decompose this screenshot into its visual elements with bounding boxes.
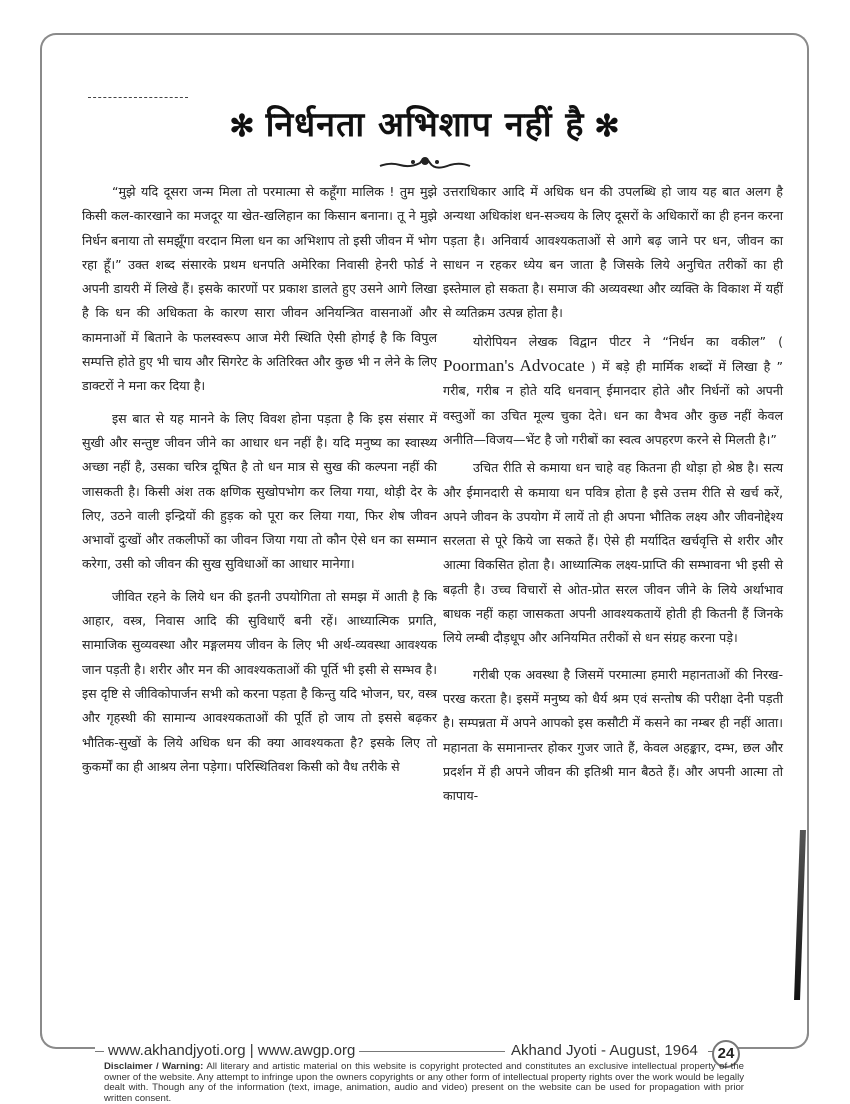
left-column: [82, 180, 437, 779]
paragraph-text: ) में बड़े ही मार्मिक शब्दों में लिखा है ” गरीब, गरीब न होते यदि धनवान् ईमानदार होते और निर्धनों को अपनी वस्तुओं का उचित मूल्य चुका देते। धन का वैभव और कुछ नहीं केवल अनीति—विजय—भेंट है जो गरीबों का स्वत्व अपहरण करने से मिलती है।”: [443, 359, 784, 447]
ornament-divider-icon: [375, 153, 475, 171]
right-column: [443, 180, 783, 808]
website-links[interactable]: www.akhandjyoti.org | www.awgp.org: [104, 1042, 359, 1059]
disclaimer: [104, 1062, 744, 1104]
magazine-issue: Akhand Jyoti - August, 1964: [505, 1042, 708, 1059]
page-frame-corner-right: [735, 1030, 809, 1049]
page-number-badge: 24: [712, 1040, 740, 1068]
english-title: Poorman's Advocate: [443, 356, 585, 376]
paragraph: गरीबी एक अवस्था है जिसमें परमात्मा हमारी महानताओं की निरख-परख करता है। इसमें मनुष्य को धैर्य श्रम एवं सन्तोष की परीक्षा देनी पड़ती है। सम्पन्नता में अपने आपको इस कसौटी में कसने का नम्बर ही नहीं आता। महानता के समानान्तर होकर गुजर जाते हैं, केवल अहङ्कार, दम्भ, छल और प्रदर्शन में ही अपने जीवन की इतिश्री मान बैठते हैं। और अपनी आत्मा तो कापाय-: [443, 666, 783, 804]
paragraph: “मुझे यदि दूसरा जन्म मिला तो परमात्मा से कहूँगा मालिक ! तुम मुझे किसी कल-कारखाने का मजदूर या खेत-खलिहान का किसान बनाना। तू ने मुझे निर्धन बनाया तो समझूँगा वरदान मिला धन का अभिशाप तो इसी जीवन में भोग रहा हूँ।” उक्त शब्द संसारके प्रथम धनपति अमेरिका निवासी हेनरी फोर्ड ने अपनी डायरी में लिखे हैं। इसके कारणों पर प्रकाश डालते हुए उसने आगे लिखा है कि धन की अधिकता के कारण सारा जीवन अनियन्त्रित वासनाओं और कामनाओं में बिताने के फलस्वरूप आज मेरी स्थिति ऐसी होगई है कि विपुल सम्पत्ति होते हुए भी चाय और सिगरेट के अतिरिक्त और कुछ भी न लेने के लिए डाक्टरों ने मना कर दिया है।: [82, 184, 437, 394]
paragraph: [443, 330, 783, 452]
asterisk-icon: ✻: [594, 109, 621, 144]
paragraph: उत्तराधिकार आदि में अधिक धन की उपलब्धि हो जाय यह बात अलग है अन्यथा अधिकांश धन-सञ्चय के लिए दूसरों के अधिकारों का ही हनन करना पड़ता है। अनिवार्य आवश्यकताओं से आगे बढ़ जाने पर धन, जीवन का साधन न रहकर ध्येय बन जाता है जिसके लिये अनुचित तरीकों का ही इस्तेमाल हो सकता है। समाज की अव्यवस्था और व्यक्ति के विकाश में यहीं से व्यतिक्रम उत्पन्न होता है।: [443, 184, 783, 321]
article-title: [0, 100, 850, 146]
dashed-rule: [88, 97, 188, 98]
disclaimer-label: Disclaimer / Warning:: [104, 1061, 204, 1072]
asterisk-icon: ✻: [229, 109, 256, 144]
article-title-text: निर्धनता अभिशाप नहीं है: [265, 105, 585, 145]
page-frame-corner-left: [40, 1030, 95, 1049]
paragraph: उचित रीति से कमाया धन चाहे वह कितना ही थोड़ा हो श्रेष्ठ है। सत्य और ईमानदारी से कमाया धन पवित्र होता है इसे उत्तम रीति से खर्च करें, अपने जीवन के उपयोग में लायें तो ही अपना भौतिक लक्ष्य और जीवनोद्देश्य सरलता से पूरे किये जा सकते हैं। ऐसे ही मर्यादित खर्चवृत्ति से शरीर और आत्मा विकसित होता है। आध्यात्मिक लक्ष्य-प्राप्ति की सम्भावना भी इसी से बढ़ती है। उच्च विचारों से ओत-प्रोत सरल जीवन जीने के लिये अर्थाभाव बाधक नहीं कहा जासकता अपनी आवश्यकतायें होती ही कितनी हैं जिनके लिये लम्बी दौड़धूप और अनियमित तरीकों से धन संग्रह करना पड़े।: [443, 460, 783, 646]
paragraph-text: योरोपियन लेखक विद्वान पीटर ने “निर्धन का वकील” (: [473, 333, 783, 349]
paragraph: इस बात से यह मानने के लिए विवश होना पड़ता है कि इस संसार में सुखी और सन्तुष्ट जीवन जीने का आधार धन नहीं है। यदि मनुष्य का स्वास्थ्य अच्छा नहीं है, उसका चरित्र दूषित है तो धन मात्र से सुख की कल्पना नहीं की जासकती है। किसी अंश तक क्षणिक सुखोपभोग कर लिया गया, थोड़ी देर के लिए, उठने वाली इन्द्रियों की हुड़क को पूरा कर लिया गया, फिर शेष जीवन अभावों दुःखों और तकलीफों का जीवन जिया गया तो कौन ऐसे धन का सम्मान करेगा, उसी को जीवन की सुख सुविधाओं का आधार मानेगा।: [82, 410, 437, 572]
disclaimer-text: All literary and artistic material on this website is copyright protected and constitutes an exclusive intellectual property of the owner of the website. Any attempt to infringe upon the owners copyrights or any other form of intellectual property rights over the work would be legally dealt with. Though any of the information (text, image, animation, audio and video) present on the website can be used for propagation with prior written consent.: [104, 1061, 744, 1104]
paragraph: जीवित रहने के लिये धन की इतनी उपयोगिता तो समझ में आती है कि आहार, वस्त्र, निवास आदि की सुविधाएँ बनी रहें। आध्यात्मिक प्रगति, सामाजिक सुव्यवस्था और मङ्गलमय जीवन के लिए भी अर्थ-व्यवस्था आवश्यक जान पड़ती है। शरीर और मन की आवश्यकताओं की पूर्ति भी इसी से सम्भव है। इस दृष्टि से जीविकोपार्जन सभी को करना पड़ता है किन्तु यदि भोजन, घर, वस्त्र और गृहस्थी की सामान्य आवश्यकताओं की पूर्ति हो जाय तो इससे बढ़कर भौतिक-सुखों के लिये अधिक धन की क्या आवश्यकता है? इसके लिए तो कुकर्मों का ही आश्रय लेना पड़ेगा। परिस्थितिवश किसी को वैध तरीके से: [82, 588, 437, 774]
